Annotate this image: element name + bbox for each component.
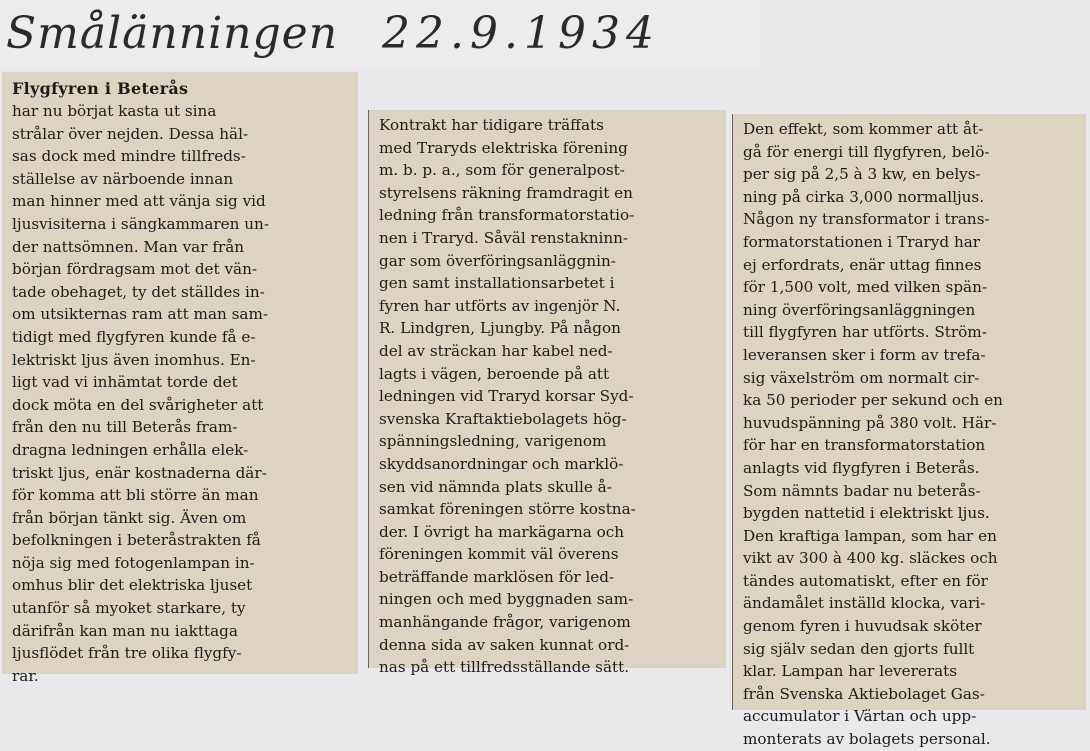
column-1-text	[12, 100, 352, 687]
text-line: Kontrakt har tidigare träffats	[379, 116, 604, 134]
text-line: med Traryds elektriska förening	[379, 138, 628, 157]
text-line: svenska Kraftaktiebolagets hög-	[379, 409, 627, 428]
text-line: m. b. p. a., som för generalpost-	[379, 161, 625, 180]
text-line: ledningen vid Traryd korsar Syd-	[379, 387, 634, 406]
text-line: beträffande marklösen för led-	[379, 567, 615, 586]
text-line: sen vid nämnda plats skulle å-	[379, 477, 612, 496]
text-line: lektriskt ljus även inomhus. En-	[12, 350, 256, 369]
newspaper-date: 22.9.1934	[382, 8, 660, 59]
text-line: bygden nattetid i elektriskt ljus.	[743, 504, 990, 523]
article-title: Flygfyren i Beterås	[12, 79, 189, 98]
text-line: der. I övrigt ha markägarna och	[379, 522, 625, 541]
text-line: gen samt installationsarbetet i	[379, 274, 615, 293]
text-line: dragna ledningen erhålla elek-	[12, 440, 249, 459]
text-line: omhus blir det elektriska ljuset	[12, 576, 253, 595]
text-line: från den nu till Beterås fram-	[12, 418, 238, 437]
text-line: skyddsanordningar och marklö-	[379, 454, 624, 473]
text-line: därifrån kan man nu iakttaga	[12, 621, 238, 640]
text-line: till flygfyren har utförts. Ström-	[743, 323, 987, 342]
text-line: del av sträckan har kabel ned-	[379, 341, 613, 360]
text-line: ljusvisiterna i sängkammaren un-	[12, 214, 269, 233]
text-line: vikt av 300 à 400 kg. släckes och	[743, 549, 998, 568]
text-line: accumulator i Värtan och upp-	[743, 707, 977, 726]
newspaper-name: Smålänningen	[6, 8, 339, 59]
text-line: för 1,500 volt, med vilken spän-	[743, 278, 988, 297]
text-line: ej erfordrats, enär uttag finnes	[743, 255, 982, 274]
text-line: har nu börjat kasta ut sina	[12, 102, 217, 120]
text-line: sig själv sedan den gjorts fullt	[743, 639, 975, 658]
text-line: ning på cirka 3,000 normalljus.	[743, 187, 985, 206]
text-line: början fördragsam mot det vän-	[12, 260, 258, 279]
text-line: för har en transformatorstation	[743, 436, 986, 455]
text-line: nas på ett tillfredsställande sätt.	[379, 658, 630, 677]
text-line: monterats av bolagets personal.	[743, 730, 991, 749]
text-line: gar som överföringsanläggnin-	[379, 251, 616, 270]
article-column-3	[732, 114, 1086, 749]
text-line: nen i Traryd. Såväl renstakninn-	[379, 228, 629, 247]
column-2-text	[379, 114, 720, 679]
handwritten-source-note	[6, 8, 660, 59]
text-line: om utsikternas ram att man sam-	[12, 305, 268, 324]
text-line: manhängande frågor, varigenom	[379, 613, 631, 632]
text-line: ställelse av närboende innan	[12, 169, 234, 188]
text-line: leveransen sker i form av trefa-	[743, 345, 986, 364]
text-line: Någon ny transformator i trans-	[743, 210, 990, 229]
text-line: samkat föreningen större kostna-	[379, 500, 636, 519]
text-line: Den effekt, som kommer att åt-	[743, 120, 984, 138]
text-line: klar. Lampan har levererats	[743, 662, 958, 681]
column-3-text	[743, 118, 1080, 751]
text-line: ljusflödet från tre olika flygfy-	[12, 644, 242, 663]
text-line: för komma att bli större än man	[12, 486, 259, 505]
text-line: befolkningen i beteråstrakten få	[12, 531, 261, 550]
text-line: lagts i vägen, beroende på att	[379, 364, 610, 383]
text-line: denna sida av saken kunnat ord-	[379, 635, 630, 654]
text-line: strålar över nejden. Dessa häl-	[12, 124, 249, 143]
text-line: utanför så myoket starkare, ty	[12, 599, 246, 618]
text-line: tidigt med flygfyren kunde få e-	[12, 327, 256, 346]
text-line: Som nämnts badar nu beterås-	[743, 481, 981, 500]
text-line: tade obehaget, ty det ställdes in-	[12, 282, 265, 301]
text-line: gå för energi till flygfyren, belö-	[743, 142, 990, 161]
text-line: spänningsledning, varigenom	[379, 432, 607, 451]
text-line: man hinner med att vänja sig vid	[12, 192, 266, 211]
text-line: från Svenska Aktiebolaget Gas-	[743, 684, 985, 703]
text-line: huvudspänning på 380 volt. Här-	[743, 413, 997, 432]
text-line: rar.	[12, 666, 39, 685]
text-line: triskt ljus, enär kostnaderna där-	[12, 463, 267, 482]
text-line: tändes automatiskt, efter en för	[743, 571, 988, 590]
text-line: genom fyren i huvudsak sköter	[743, 617, 982, 636]
text-line: anlagts vid flygfyren i Beterås.	[743, 458, 980, 477]
article-column-1	[2, 72, 358, 685]
text-line: per sig på 2,5 à 3 kw, en belys-	[743, 165, 981, 184]
text-line: ning överföringsanläggningen	[743, 300, 976, 319]
text-line: ka 50 perioder per sekund och en	[743, 391, 1003, 410]
text-line: föreningen kommit väl överens	[379, 545, 619, 564]
text-line: ligt vad vi inhämtat torde det	[12, 373, 238, 392]
text-line: ledning från transformatorstatio-	[379, 206, 635, 225]
text-line: nöja sig med fotogenlampan in-	[12, 553, 255, 572]
text-line: Den kraftiga lampan, som har en	[743, 526, 997, 545]
text-line: ändamålet inställd klocka, vari-	[743, 594, 986, 613]
text-line: ningen och med byggnaden sam-	[379, 590, 634, 609]
text-line: R. Lindgren, Ljungby. På någon	[379, 319, 621, 338]
text-line: formatorstationen i Traryd har	[743, 232, 981, 251]
text-line: der nattsömnen. Man var från	[12, 237, 245, 256]
header-area	[0, 0, 760, 66]
text-line: sas dock med mindre tillfreds-	[12, 147, 246, 166]
text-line: sig växelström om normalt cir-	[743, 368, 980, 387]
article-column-2	[368, 110, 726, 677]
text-line: styrelsens räkning framdragit en	[379, 183, 633, 202]
text-line: från början tänkt sig. Även om	[12, 508, 247, 527]
text-line: dock möta en del svårigheter att	[12, 395, 264, 414]
text-line: fyren har utförts av ingenjör N.	[379, 296, 621, 315]
